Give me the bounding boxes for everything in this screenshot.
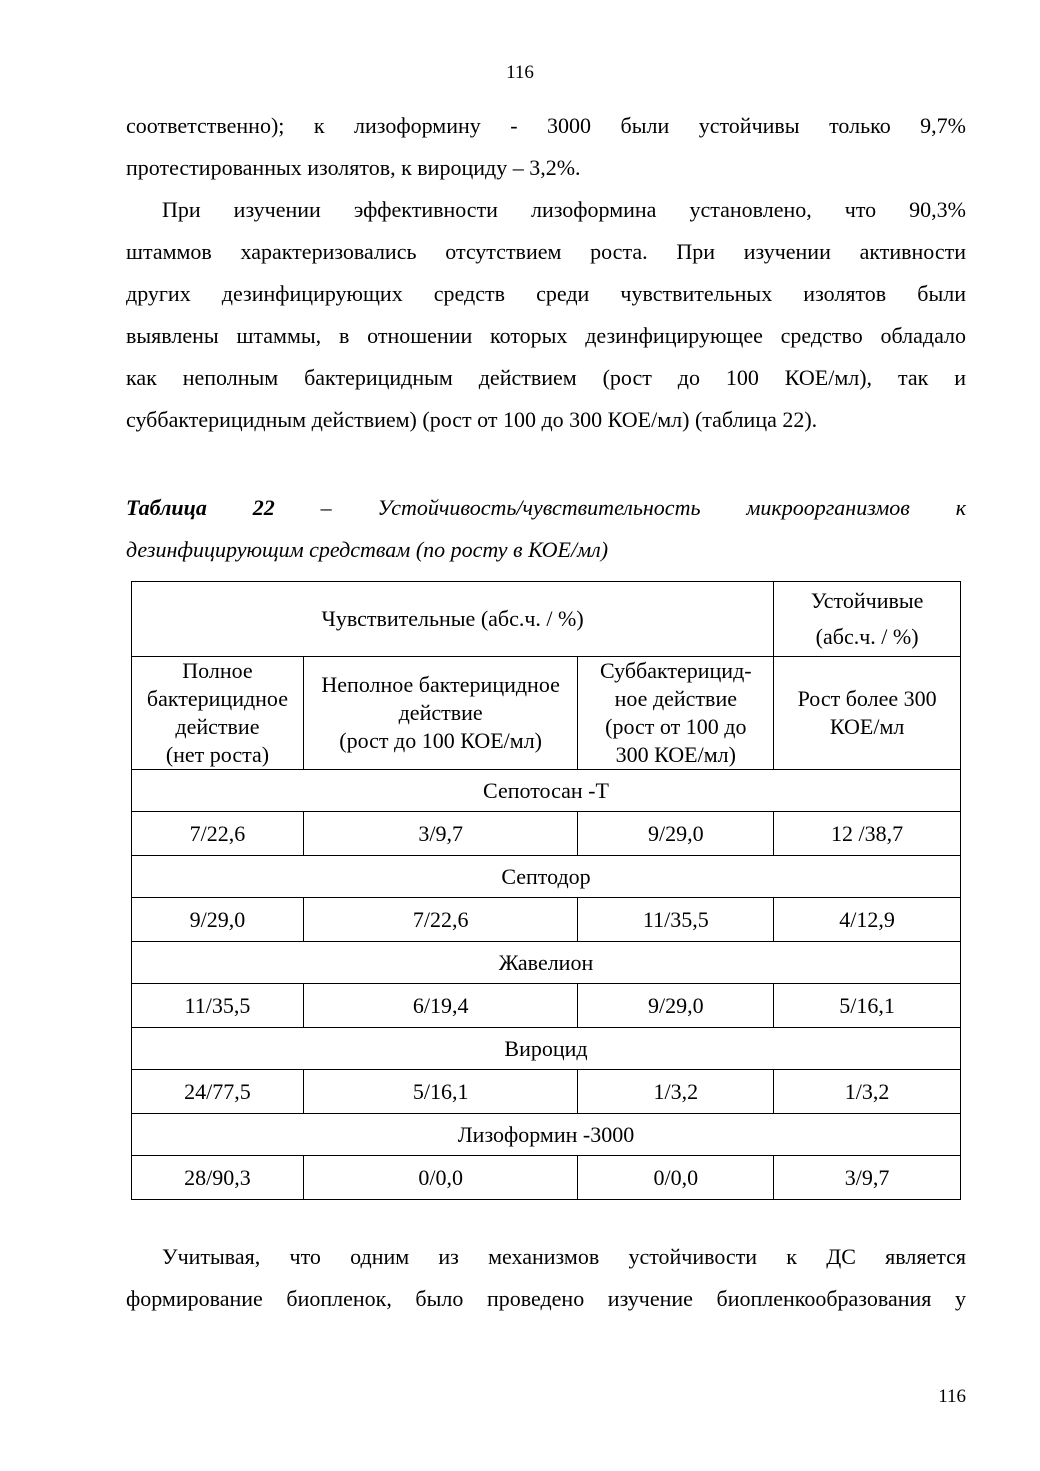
header-resistant — [774, 582, 961, 657]
subheader-line: (нет роста) — [165, 742, 270, 767]
subheader-line: (рост от 100 до — [605, 714, 747, 739]
subheader-line: КОЕ/мл — [829, 714, 905, 739]
header-resistant-line: Устойчивые — [810, 588, 924, 613]
table-cell: 4/12,9 — [774, 898, 961, 942]
subheader-line: (рост до 100 КОЕ/мл) — [339, 728, 543, 753]
table-caption — [126, 487, 966, 571]
group-row — [132, 1114, 961, 1156]
table-cell: 7/22,6 — [303, 898, 578, 942]
header-sensitive: Чувствительные (абс.ч. / %) — [132, 582, 774, 657]
subheader-line: ное действие — [614, 686, 737, 711]
table-cell: 5/16,1 — [303, 1070, 578, 1114]
table-row — [132, 898, 961, 942]
table-cell: 1/3,2 — [774, 1070, 961, 1114]
caption-label: Таблица 22 — [126, 495, 275, 520]
paragraph-line: протестированных изолятов, к вироциду – 3,2%. — [126, 155, 581, 180]
paragraph-line: штаммов характеризовались отсутствием роста. При изучении активности — [126, 239, 966, 264]
paragraph-line: формирование биопленок, было проведено изучение биопленкообразования у — [126, 1286, 966, 1311]
group-row — [132, 770, 961, 812]
paragraph-line: выявлены штаммы, в отношении которых дезинфицирующее средство обладало — [126, 323, 966, 348]
table-row — [132, 1070, 961, 1114]
paragraph-line: Учитывая, что одним из механизмов устойчивости к ДС является — [162, 1244, 966, 1269]
table-cell: 11/35,5 — [132, 984, 304, 1028]
table-cell: 11/35,5 — [578, 898, 774, 942]
paragraph-line: других дезинфицирующих средств среди чувствительных изолятов были — [126, 281, 966, 306]
group-name: Септодор — [132, 856, 961, 898]
table-cell: 5/16,1 — [774, 984, 961, 1028]
table-subheader-row — [132, 657, 961, 770]
caption-line: дезинфицирующим средствам (по росту в КОЕ/мл) — [126, 537, 609, 562]
table-cell: 9/29,0 — [578, 812, 774, 856]
table-cell: 1/3,2 — [578, 1070, 774, 1114]
table-cell: 0/0,0 — [303, 1156, 578, 1200]
group-row — [132, 856, 961, 898]
page-number-bottom: 116 — [938, 1386, 966, 1407]
subheader-partial-bactericidal — [303, 657, 578, 770]
caption-line — [126, 487, 966, 529]
table-cell: 12 /38,7 — [774, 812, 961, 856]
table-cell: 9/29,0 — [578, 984, 774, 1028]
table-cell: 28/90,3 — [132, 1156, 304, 1200]
subheader-full-bactericidal — [132, 657, 304, 770]
paragraph-line: суббактерицидным действием) (рост от 100 до 300 КОЕ/мл) (таблица 22). — [126, 407, 818, 432]
table-header-row — [132, 582, 961, 657]
table-cell: 6/19,4 — [303, 984, 578, 1028]
subheader-line: 300 КОЕ/мл) — [615, 742, 736, 767]
paragraph-3 — [126, 1236, 966, 1320]
group-name: Лизоформин -3000 — [132, 1114, 961, 1156]
table-cell: 0/0,0 — [578, 1156, 774, 1200]
group-name: Сепотосан -Т — [132, 770, 961, 812]
subheader-growth-over-300 — [774, 657, 961, 770]
header-resistant-line: (абс.ч. / %) — [815, 624, 919, 649]
data-table — [131, 581, 961, 1200]
caption-title: – Устойчивость/чувствительность микроорганизмов к — [274, 495, 966, 520]
subheader-line: Суббактерицид- — [600, 658, 752, 683]
paragraph-line: При изучении эффективности лизоформина установлено, что 90,3% — [162, 197, 966, 222]
subheader-line: Рост более 300 — [797, 686, 937, 711]
table-cell: 24/77,5 — [132, 1070, 304, 1114]
table-row — [132, 812, 961, 856]
table-cell: 3/9,7 — [774, 1156, 961, 1200]
table-cell: 3/9,7 — [303, 812, 578, 856]
group-row — [132, 1028, 961, 1070]
subheader-subbactericidal — [578, 657, 774, 770]
subheader-line: Неполное бактерицидное — [321, 672, 560, 697]
paragraph-2 — [126, 189, 966, 441]
group-name: Вироцид — [132, 1028, 961, 1070]
subheader-line: действие — [175, 714, 260, 739]
table-cell: 9/29,0 — [132, 898, 304, 942]
paragraph-line: как неполным бактерицидным действием (рост до 100 КОЕ/мл), так и — [126, 365, 966, 390]
table-cell: 7/22,6 — [132, 812, 304, 856]
paragraph-1 — [126, 105, 966, 189]
group-name: Жавелион — [132, 942, 961, 984]
table-row — [132, 1156, 961, 1200]
paragraph-line: соответственно); к лизоформину - 3000 были устойчивы только 9,7% — [126, 113, 966, 138]
subheader-line: Полное — [182, 658, 253, 683]
page-number-top: 116 — [506, 62, 534, 83]
subheader-line: бактерицидное — [146, 686, 288, 711]
subheader-line: действие — [398, 700, 483, 725]
group-row — [132, 942, 961, 984]
table-row — [132, 984, 961, 1028]
